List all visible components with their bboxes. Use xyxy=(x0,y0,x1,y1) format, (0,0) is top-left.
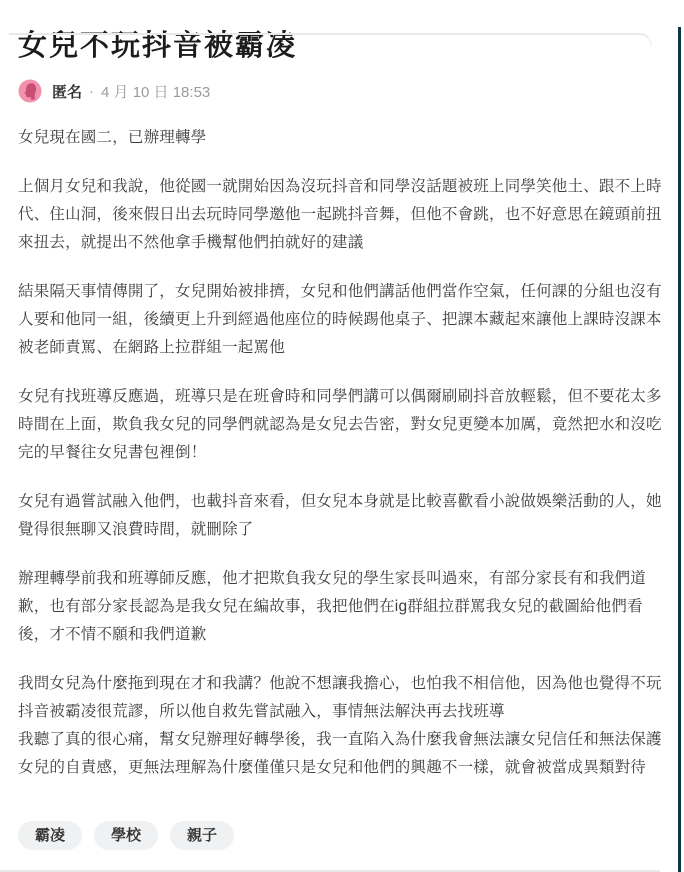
post-timestamp: 4 月 10 日 18:53 xyxy=(101,83,211,101)
author-meta-row xyxy=(18,79,666,103)
anonymous-avatar-icon xyxy=(18,79,42,103)
post-container xyxy=(0,27,684,850)
author-name: 匿名 xyxy=(52,83,83,101)
tag-pill[interactable]: 親子 xyxy=(170,821,234,850)
meta-separator: · xyxy=(89,82,95,100)
tag-pill[interactable]: 學校 xyxy=(94,821,158,850)
post-paragraph: 女兒有找班導反應過，班導只是在班會時和同學們講可以偶爾刷刷抖音放輕鬆，但不要花太多時間在上面，欺負我女兒的同學們就認為是女兒去告密，對女兒更變本加厲，竟然把水和沒吃完的早餐往女兒書包裡倒！ xyxy=(18,388,662,462)
post-paragraph: 我聽了真的很心痛，幫女兒辦理好轉學後，我一直陷入為什麼我會無法讓女兒信任和無法保護女兒的自責感，更無法理解為什麼僅僅只是女兒和他們的興趣不一樣，就會被當成異類對待 xyxy=(18,731,662,777)
tag-pill[interactable]: 霸凌 xyxy=(18,821,82,850)
post-title: 女兒不玩抖音被霸凌 xyxy=(18,30,298,62)
post-paragraph: 上個月女兒和我說，他從國一就開始因為沒玩抖音和同學沒話題被班上同學笑他土、跟不上時代、住山洞，後來假日出去玩時同學邀他一起跳抖音舞，但他不會跳，也不好意思在鏡頭前扭來扭去，就提出不然他拿手機幫他們拍就好的建議 xyxy=(18,178,662,252)
post-body xyxy=(18,124,668,782)
post-paragraph: 女兒現在國二，已辦理轉學 xyxy=(18,129,207,147)
tags-row xyxy=(18,821,666,850)
post-paragraph: 女兒有過嘗試融入他們，也載抖音來看，但女兒本身就是比較喜歡看小說做娛樂活動的人，她覺得很無聊又浪費時間，就刪除了 xyxy=(18,493,662,539)
scrollbar[interactable] xyxy=(678,27,681,872)
post-paragraph: 結果隔天事情傳開了，女兒開始被排擠，女兒和他們講話他們當作空氣，任何課的分組也沒有人要和他同一組，後續更上升到經過他座位的時候踢他桌子、把課本藏起來讓他上課時沒課本被老師責罵、在網路上拉群組一起罵他 xyxy=(18,283,662,357)
post-paragraph: 我問女兒為什麼拖到現在才和我講？他說不想讓我擔心，也怕我不相信他，因為他也覺得不玩抖音被霸凌很荒謬，所以他自救先嘗試融入，事情無法解決再去找班導 xyxy=(18,675,662,721)
post-paragraph: 辦理轉學前我和班導師反應，他才把欺負我女兒的學生家長叫過來，有部分家長有和我們道歉，也有部分家長認為是我女兒在編故事，我把他們在ig群組拉群罵我女兒的截圖給他們看後，才不情不願和我們道歉 xyxy=(18,570,647,644)
